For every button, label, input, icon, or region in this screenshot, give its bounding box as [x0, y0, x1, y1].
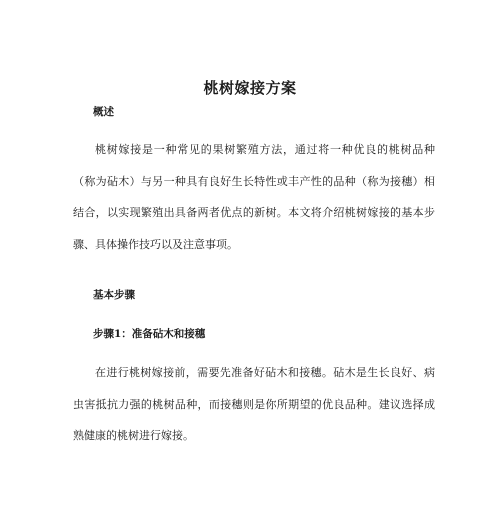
paragraph-overview: 桃树嫁接是一种常见的果树繁殖方法，通过将一种优良的桃树品种（称为砧木）与另一种具有良好生长特性或丰产性的品种（称为接穗）相结合，以实现繁殖出具备两者优点的新树。本文将介绍桃树嫁接的基本步骤、具体操作技巧以及注意事项。	[73, 143, 435, 251]
section-heading-basic-steps: 基本步骤	[93, 289, 135, 301]
section-heading-overview: 概述	[93, 106, 114, 118]
document-title: 桃树嫁接方案	[203, 79, 297, 97]
paragraph-step1: 在进行桃树嫁接前，需要先准备好砧木和接穗。砧木是生长良好、病虫害抵抗力强的桃树品种，而接穗则是你所期望的优良品种。建议选择成熟健康的桃树进行嫁接。	[73, 366, 435, 442]
section-heading-step1: 步骤1：准备砧木和接穗	[93, 328, 206, 340]
